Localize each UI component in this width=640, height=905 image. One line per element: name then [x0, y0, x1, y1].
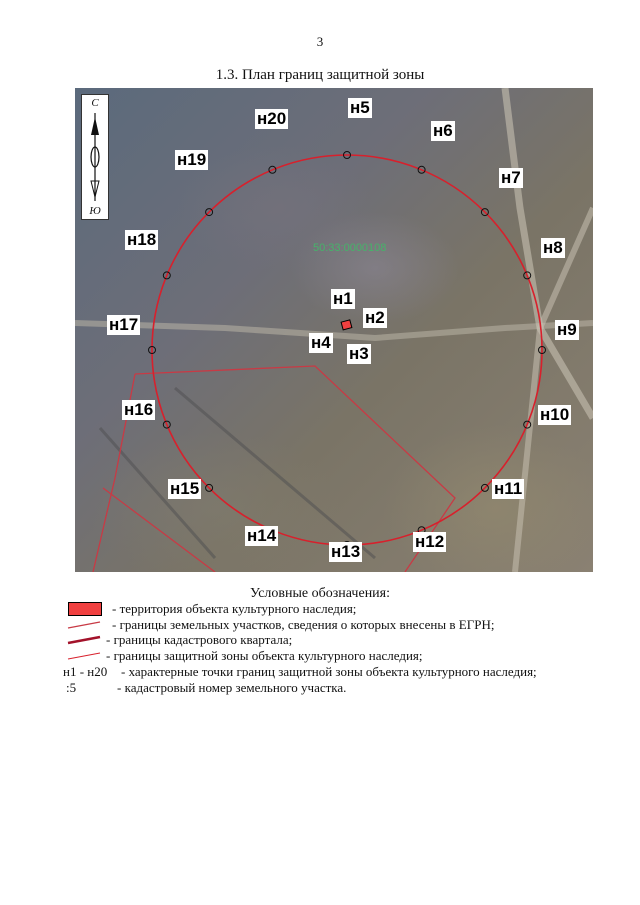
point-label-n17: н17 [109, 315, 139, 334]
cadastral-number: 50:33:0000108 [313, 242, 387, 254]
parcel-boundary [103, 488, 215, 572]
point-label-n4: н4 [311, 333, 331, 352]
point-label-n18: н18 [127, 230, 157, 249]
compass-south: Ю [89, 205, 101, 217]
point-label-n6: н6 [433, 121, 453, 140]
legend-item-cadastral: - кадастровый номер земельного участка. [117, 680, 347, 695]
point-label-n12: н12 [415, 532, 445, 551]
legend-item-quarter: - границы кадастрового квартала; [106, 632, 293, 647]
point-label-n16: н16 [124, 400, 154, 419]
legend-item-heritage: - территория объекта культурного наследия; [112, 601, 357, 616]
legend-points-key: н1 - н20 [63, 664, 108, 679]
compass-north: С [91, 97, 99, 109]
legend-item-points: - характерные точки границ защитной зоны объекта культурного наследия; [121, 664, 537, 679]
point-label-n10: н10 [540, 405, 570, 424]
point-label-n5: н5 [350, 98, 370, 117]
legend-zone-line [66, 649, 102, 661]
point-label-n7: н7 [501, 168, 521, 187]
north-arrow [81, 94, 109, 220]
point-label-n2: н2 [365, 308, 385, 327]
point-label-n14: н14 [247, 526, 277, 545]
point-label-n1: н1 [333, 289, 353, 308]
legend-item-parcels: - границы земельных участков, сведения о которых внесены в ЕГРН; [112, 617, 495, 632]
satellite-map [75, 88, 593, 572]
legend-item-zone: - границы защитной зоны объекта культурного наследия; [106, 648, 423, 663]
compass-arrow-icon [82, 111, 108, 203]
legend-heritage-swatch [68, 602, 102, 616]
point-label-n3: н3 [349, 344, 369, 363]
map-overlay [75, 88, 593, 572]
point-label-n15: н15 [170, 479, 200, 498]
page-number: 3 [316, 34, 324, 49]
point-label-n8: н8 [543, 238, 563, 257]
point-label-n19: н19 [177, 150, 207, 169]
legend-title: Условные обозначения: [249, 586, 391, 601]
legend-parcel-line [66, 618, 102, 630]
legend-quarter-line [66, 633, 102, 645]
legend-cadastral-key: :5 [66, 680, 77, 695]
section-title: 1.3. План границ защитной зоны [215, 67, 425, 83]
point-label-n13: н13 [331, 542, 361, 561]
heritage-site-territory [341, 320, 352, 330]
parcel-boundary [135, 366, 455, 572]
point-label-n11: н11 [494, 479, 523, 498]
point-label-n20: н20 [257, 109, 287, 128]
point-label-n9: н9 [557, 320, 577, 339]
